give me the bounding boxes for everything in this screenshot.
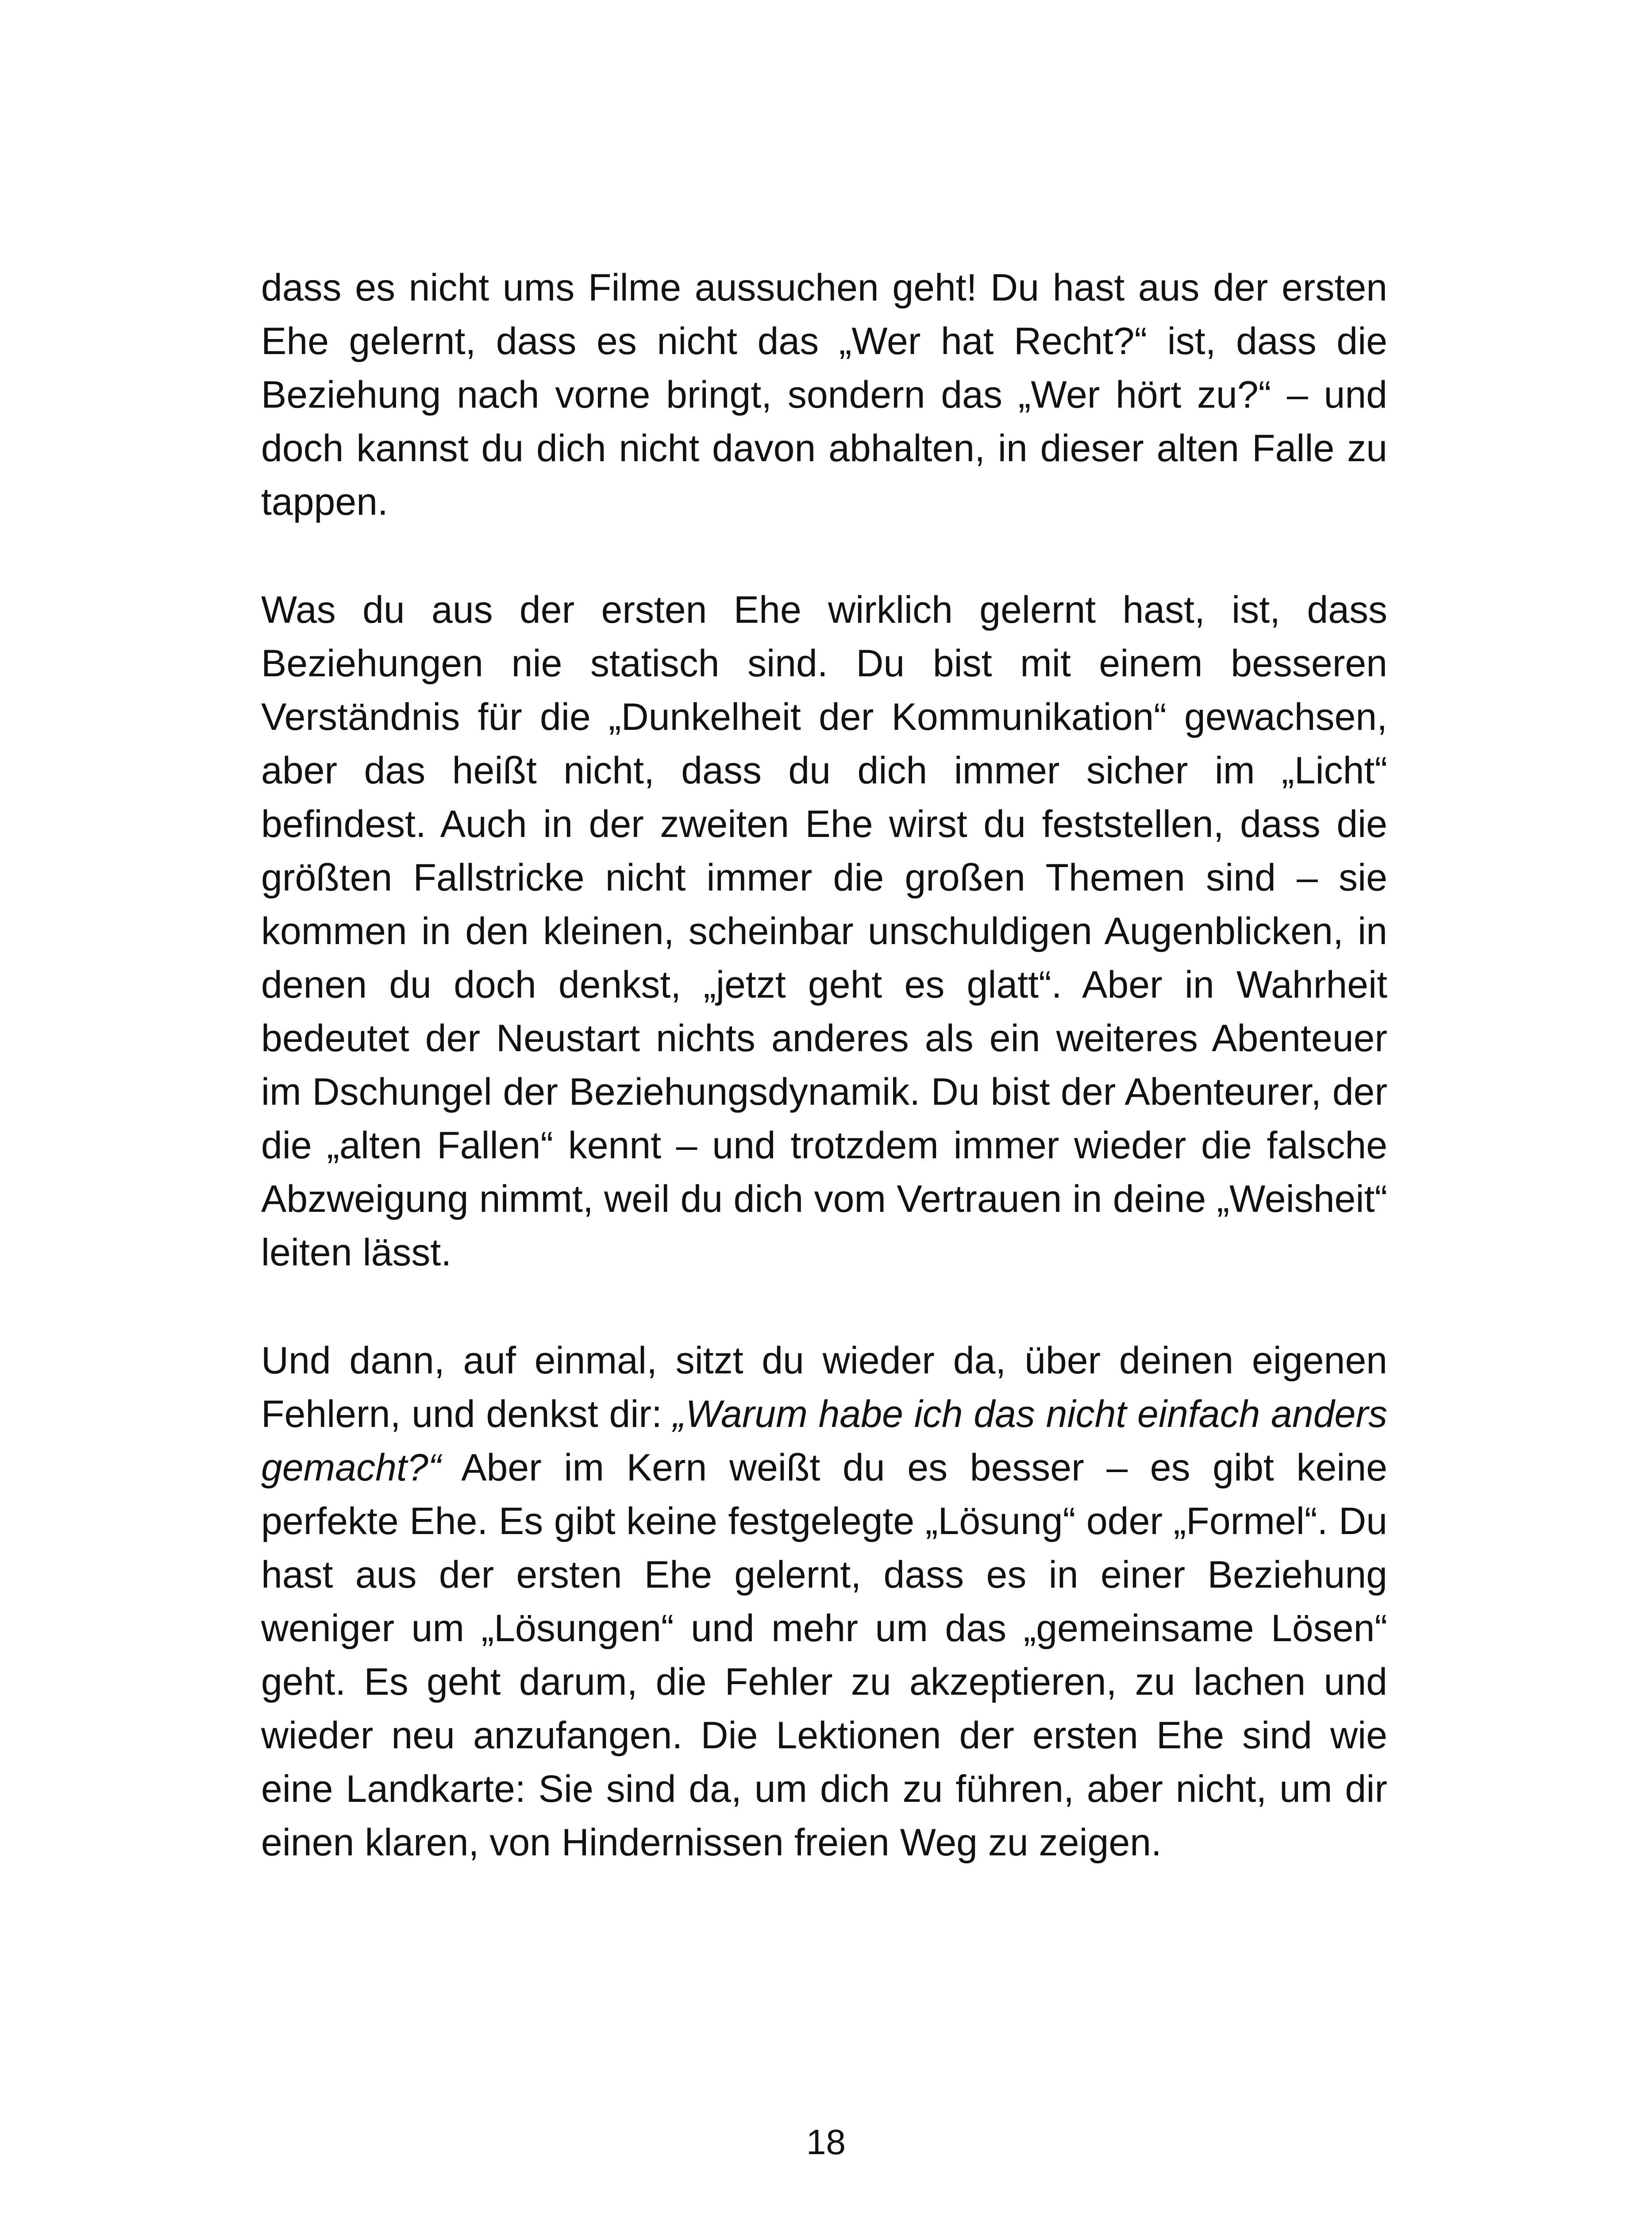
paragraph-3 xyxy=(261,1334,1387,1870)
paragraph-3-intro: Und dann, auf einmal, sitzt du wieder da, über deinen eigenen Fehlern, und denkst dir: xyxy=(261,1339,1387,1435)
paragraph-1: dass es nicht ums Filme aussuchen geht! Du hast aus der ersten Ehe gelernt, dass es nicht das „Wer hat Recht?“ ist, dass die Beziehung nach vorne bringt, sondern das „Wer hört zu?“ – und doch kannst du dich nicht davon abhalten, in dieser alten Falle zu tappen. xyxy=(261,266,1387,523)
paragraph-2: Was du aus der ersten Ehe wirklich gelernt hast, ist, dass Beziehungen nie statisch sind. Du bist mit einem besseren Verständnis für die „Dunkelheit der Kommunikation“ gewachsen, aber das heißt nicht, dass du dich immer sicher im „Licht“ befindest. Auch in der zweiten Ehe wirst du feststellen, dass die größten Fallstricke nicht immer die großen Themen sind – sie kommen in den kleinen, scheinbar unschuldigen Augenblicken, in denen du doch denkst, „jetzt geht es glatt“. Aber in Wahrheit bedeutet der Neustart nichts anderes als ein weiteres Abenteuer im Dschungel der Beziehungsdynamik. Du bist der Abenteurer, der die „alten Fallen“ kennt – und trotzdem immer wieder die falsche Abzweigung nimmt, weil du dich vom Vertrauen in deine „Weisheit“ leiten lässt. xyxy=(261,589,1387,1274)
page-number: 18 xyxy=(806,2122,846,2162)
body-text xyxy=(261,261,1387,1870)
paragraph-3-rest: Aber im Kern weißt du es besser – es gibt keine perfekte Ehe. Es gibt keine festgelegte „Lösung“ oder „Formel“. Du hast aus der ersten Ehe gelernt, dass es in einer Beziehung weniger um „Lösungen“ und mehr um das „gemeinsame Lösen“ geht. Es geht darum, die Fehler zu akzeptieren, zu lachen und wieder neu anzufangen. Die Lektionen der ersten Ehe sind wie eine Landkarte: Sie sind da, um dich zu führen, aber nicht, um dir einen klaren, von Hindernissen freien Weg zu zeigen. xyxy=(261,1446,1387,1864)
italic-quote: „Warum habe ich das nicht einfach anders gemacht?“ xyxy=(261,1393,1387,1489)
